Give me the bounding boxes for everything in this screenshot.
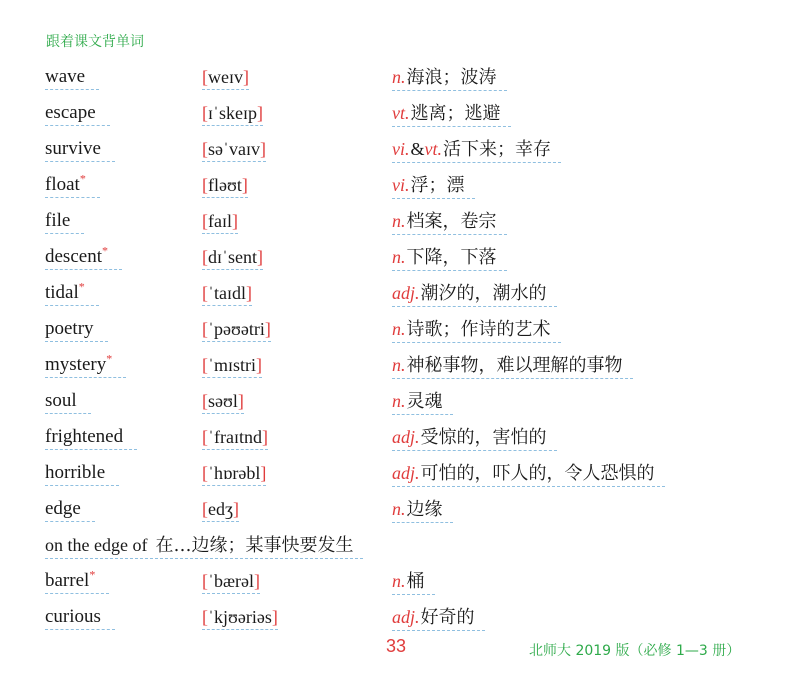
star-marker: *	[78, 279, 85, 294]
vocab-phonetic: [ˈbærəl]	[202, 569, 260, 594]
vocab-phonetic: [ˈmɪstri]	[202, 353, 262, 378]
star-marker: *	[89, 567, 96, 582]
part-of-speech: vt.	[424, 139, 443, 159]
vocab-word: file	[45, 209, 84, 234]
vocab-phonetic: [ˈpəʊətri]	[202, 317, 271, 342]
vocab-phonetic: [ˈhɒrəbl]	[202, 461, 266, 486]
page-number: 33	[386, 636, 407, 656]
vocab-meaning: n.下降，下落	[392, 245, 507, 271]
part-of-speech: n.	[392, 499, 406, 519]
vocab-word: barrel*	[45, 569, 109, 594]
vocab-row	[0, 209, 787, 239]
vocab-row	[0, 65, 787, 95]
vocab-meaning: vt.逃离；逃避	[392, 101, 511, 127]
vocab-word: horrible	[45, 461, 119, 486]
vocab-phrase: on the edge of 在…边缘；某事快要发生	[45, 533, 363, 559]
vocab-word: tidal*	[45, 281, 99, 306]
vocab-row	[0, 425, 787, 455]
vocab-phonetic: [faɪl]	[202, 209, 238, 234]
vocab-phonetic: [ˈtaɪdl]	[202, 281, 252, 306]
vocab-row	[0, 317, 787, 347]
vocab-row	[0, 461, 787, 491]
vocab-word: escape	[45, 101, 110, 126]
part-of-speech: n.	[392, 571, 406, 591]
footer-edition: 北师大 2019 版（必修 1—3 册）	[529, 643, 741, 659]
vocab-meaning: vi.&vt.活下来；幸存	[392, 137, 561, 163]
vocab-row	[0, 137, 787, 167]
vocab-word: edge	[45, 497, 95, 522]
vocab-meaning: adj.好奇的	[392, 605, 485, 631]
part-of-speech: adj.	[392, 283, 420, 303]
part-of-speech: n.	[392, 391, 406, 411]
vocab-row	[0, 389, 787, 419]
vocab-word: frightened	[45, 425, 137, 450]
part-of-speech: n.	[392, 319, 406, 339]
vocab-word: descent*	[45, 245, 122, 270]
part-of-speech: adj.	[392, 607, 420, 627]
vocab-phonetic: [ɪˈskeɪp]	[202, 101, 263, 126]
part-of-speech: adj.	[392, 427, 420, 447]
part-of-speech: vi.	[392, 175, 410, 195]
vocab-meaning: n.灵魂	[392, 389, 453, 415]
vocab-meaning: n.神秘事物，难以理解的事物	[392, 353, 633, 379]
star-marker: *	[79, 171, 86, 186]
vocab-meaning: n.边缘	[392, 497, 453, 523]
vocab-phonetic: [ˈfraɪtnd]	[202, 425, 268, 450]
vocab-row	[0, 605, 787, 635]
vocab-phonetic: [səʊl]	[202, 389, 244, 414]
star-marker: *	[106, 351, 113, 366]
vocab-meaning: adj.受惊的，害怕的	[392, 425, 557, 451]
vocab-word: wave	[45, 65, 99, 90]
section-title: 跟着课文背单词	[46, 34, 144, 50]
vocab-phonetic: [ˈkjʊəriəs]	[202, 605, 278, 630]
vocab-word: poetry	[45, 317, 108, 342]
vocab-word: mystery*	[45, 353, 126, 378]
part-of-speech: n.	[392, 67, 406, 87]
part-of-speech: adj.	[392, 463, 420, 483]
vocab-meaning: n.诗歌；作诗的艺术	[392, 317, 561, 343]
part-of-speech: n.	[392, 355, 406, 375]
part-of-speech: n.	[392, 247, 406, 267]
vocab-phonetic: [dɪˈsent]	[202, 245, 263, 270]
vocab-row	[0, 569, 787, 599]
phrase-row	[0, 533, 787, 563]
vocab-meaning: n.桶	[392, 569, 435, 595]
vocab-word: float*	[45, 173, 100, 198]
vocab-meaning: adj.潮汐的，潮水的	[392, 281, 557, 307]
vocab-row	[0, 101, 787, 131]
vocab-word: curious	[45, 605, 115, 630]
vocab-phonetic: [weɪv]	[202, 65, 249, 90]
vocab-word: survive	[45, 137, 115, 162]
vocab-row	[0, 173, 787, 203]
vocab-meaning: n.档案，卷宗	[392, 209, 507, 235]
vocab-row	[0, 353, 787, 383]
vocab-meaning: vi.浮；漂	[392, 173, 475, 199]
vocab-phonetic: [səˈvaɪv]	[202, 137, 266, 162]
vocab-phonetic: [fləʊt]	[202, 173, 248, 198]
vocab-meaning: n.海浪；波涛	[392, 65, 507, 91]
vocab-word: soul	[45, 389, 91, 414]
vocab-row	[0, 245, 787, 275]
vocab-meaning: adj.可怕的，吓人的，令人恐惧的	[392, 461, 665, 487]
part-of-speech: vt.	[392, 103, 410, 123]
vocab-row	[0, 281, 787, 311]
vocab-row	[0, 497, 787, 527]
part-of-speech: n.	[392, 211, 406, 231]
part-of-speech: vi.	[392, 139, 410, 159]
vocab-phonetic: [edʒ]	[202, 497, 239, 522]
star-marker: *	[101, 243, 108, 258]
